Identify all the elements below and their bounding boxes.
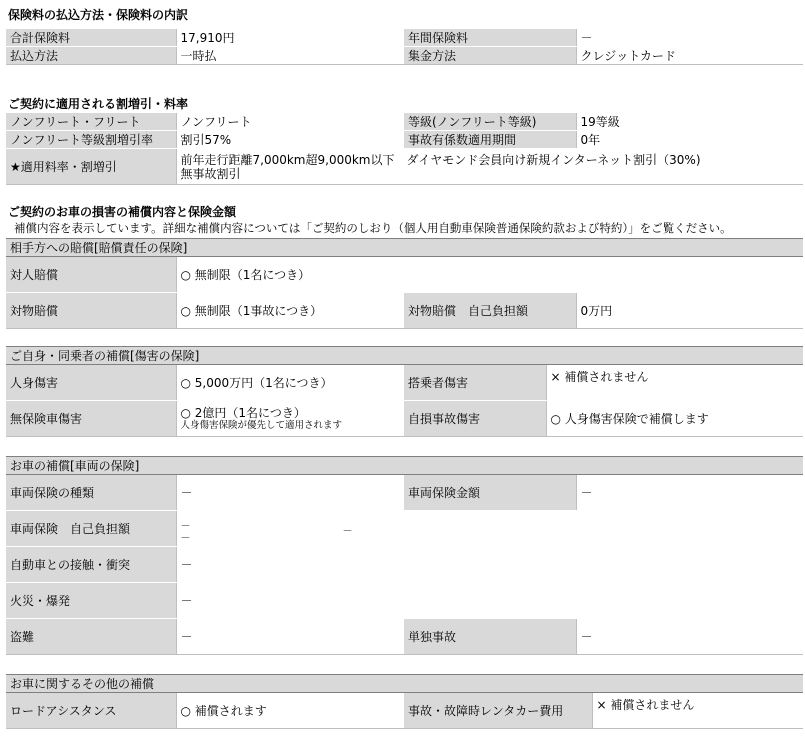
- property-deductible-label: 対物賠償 自己負担額: [404, 293, 576, 329]
- vehicle-amount-label: 車両保険金額: [404, 475, 576, 511]
- theft-value: －: [176, 619, 404, 655]
- table-row: [6, 113, 803, 131]
- applied-rate-value: [176, 149, 803, 185]
- table-row: [6, 131, 803, 149]
- vehicle-deductible-value-3: －: [342, 525, 353, 537]
- uninsured-injury-label: 無保険車傷害: [6, 401, 176, 437]
- total-premium-value: 17,910円: [176, 29, 404, 47]
- personal-injury-value: ○ 5,000万円（1名につき）: [176, 365, 404, 401]
- single-accident-value: －: [576, 619, 803, 655]
- rental-car-value: × 補償されません: [592, 693, 803, 729]
- table-row: [6, 257, 803, 293]
- table-row: [6, 149, 803, 185]
- table-row: [6, 365, 803, 401]
- fleet-value: ノンフリート: [176, 113, 404, 131]
- vehicle-deductible-cell: [176, 511, 803, 547]
- bodily-liability-label: 対人賠償: [6, 257, 176, 293]
- payment-method-value: 一時払: [176, 47, 404, 65]
- accident-period-label: 事故有係数適用期間: [404, 131, 576, 149]
- liability-head: 相手方への賠償[賠償責任の保険]: [6, 239, 803, 257]
- payment-table: [6, 29, 803, 65]
- rental-car-label: 事故・故障時レンタカー費用: [404, 693, 592, 729]
- total-premium-label: 合計保険料: [6, 29, 176, 47]
- personal-injury-label: 人身傷害: [6, 365, 176, 401]
- table-row: [6, 693, 803, 729]
- self-accident-value: ○ 人身傷害保険で補償します: [546, 401, 803, 437]
- table-row: [6, 347, 803, 365]
- payment-method-label: 払込方法: [6, 47, 176, 65]
- accident-period-value: 0年: [576, 131, 803, 149]
- section-title-rates: ご契約に適用される割増引・料率: [8, 97, 189, 111]
- vehicle-amount-value: －: [576, 475, 803, 511]
- bodily-liability-value: ○ 無制限（1名につき）: [176, 257, 803, 293]
- theft-label: 盗難: [6, 619, 176, 655]
- single-accident-label: 単独事故: [404, 619, 576, 655]
- uninsured-injury-value: ○ 2億円（1名につき）: [180, 405, 306, 420]
- section-title-payment: 保険料の払込方法・保険料の内訳: [8, 8, 189, 22]
- table-row: [6, 47, 803, 65]
- table-row: [6, 239, 803, 257]
- uninsured-injury-cell: [176, 401, 404, 437]
- injury-head: ご自身・同乗者の補償[傷害の保険]: [6, 347, 803, 365]
- self-accident-label: 自損事故傷害: [404, 401, 546, 437]
- rates-table: [6, 113, 803, 185]
- fleet-label: ノンフリート・フリート: [6, 113, 176, 131]
- collection-method-label: 集金方法: [404, 47, 576, 65]
- table-row: [6, 401, 803, 437]
- collision-label: 自動車との接触・衝突: [6, 547, 176, 583]
- grade-rate-label: ノンフリート等級割増引率: [6, 131, 176, 149]
- table-row: [6, 547, 803, 583]
- table-row: [6, 675, 803, 693]
- other-head: お車に関するその他の補償: [6, 675, 803, 693]
- vehicle-deductible-value-2: －: [180, 532, 191, 544]
- injury-table: [6, 346, 803, 437]
- section-title-coverage: ご契約のお車の損害の補償内容と保険金額: [8, 205, 237, 219]
- property-deductible-value: 0万円: [576, 293, 803, 329]
- vehicle-deductible-label: 車両保険 自己負担額: [6, 511, 176, 547]
- fire-value: －: [176, 583, 803, 619]
- grade-value: 19等級: [576, 113, 803, 131]
- vehicle-type-value: －: [176, 475, 404, 511]
- uninsured-injury-note: 人身傷害保険が優先して適用されます: [180, 419, 343, 431]
- table-row: [6, 457, 803, 475]
- passenger-injury-value: × 補償されません: [546, 365, 803, 401]
- table-row: [6, 511, 803, 547]
- collection-method-value: クレジットカード: [576, 47, 803, 65]
- vehicle-head: お車の補償[車両の保険]: [6, 457, 803, 475]
- road-assistance-value: ○ 補償されます: [176, 693, 404, 729]
- grade-label: 等級(ノンフリート等級): [404, 113, 576, 131]
- vehicle-type-label: 車両保険の種類: [6, 475, 176, 511]
- vehicle-deductible-value-1: －: [180, 520, 191, 532]
- road-assistance-label: ロードアシスタンス: [6, 693, 176, 729]
- property-liability-value: ○ 無制限（1事故につき）: [176, 293, 404, 329]
- vehicle-table: [6, 456, 803, 655]
- liability-table: [6, 238, 803, 329]
- table-row: [6, 293, 803, 329]
- other-table: [6, 674, 803, 729]
- grade-rate-value: 割引57%: [176, 131, 404, 149]
- annual-premium-value: －: [576, 29, 803, 47]
- passenger-injury-label: 搭乗者傷害: [404, 365, 546, 401]
- collision-value: －: [176, 547, 803, 583]
- annual-premium-label: 年間保険料: [404, 29, 576, 47]
- coverage-note: 補償内容を表示しています。詳細な補償内容については「ご契約のしおり（個人用自動車保険普通保険約款および特約）」をご覧ください。: [14, 221, 732, 235]
- table-row: [6, 475, 803, 511]
- fire-label: 火災・爆発: [6, 583, 176, 619]
- applied-rate-label: ★適用料率・割増引: [6, 149, 176, 185]
- applied-rate-line-1: 前年走行距離7,000km超9,000km以下 ダイヤモンド会員向け新規インターネット割引（30%): [180, 152, 701, 167]
- table-row: [6, 583, 803, 619]
- property-liability-label: 対物賠償: [6, 293, 176, 329]
- table-row: [6, 29, 803, 47]
- table-row: [6, 619, 803, 655]
- applied-rate-line-2: 無事故割引: [180, 166, 241, 181]
